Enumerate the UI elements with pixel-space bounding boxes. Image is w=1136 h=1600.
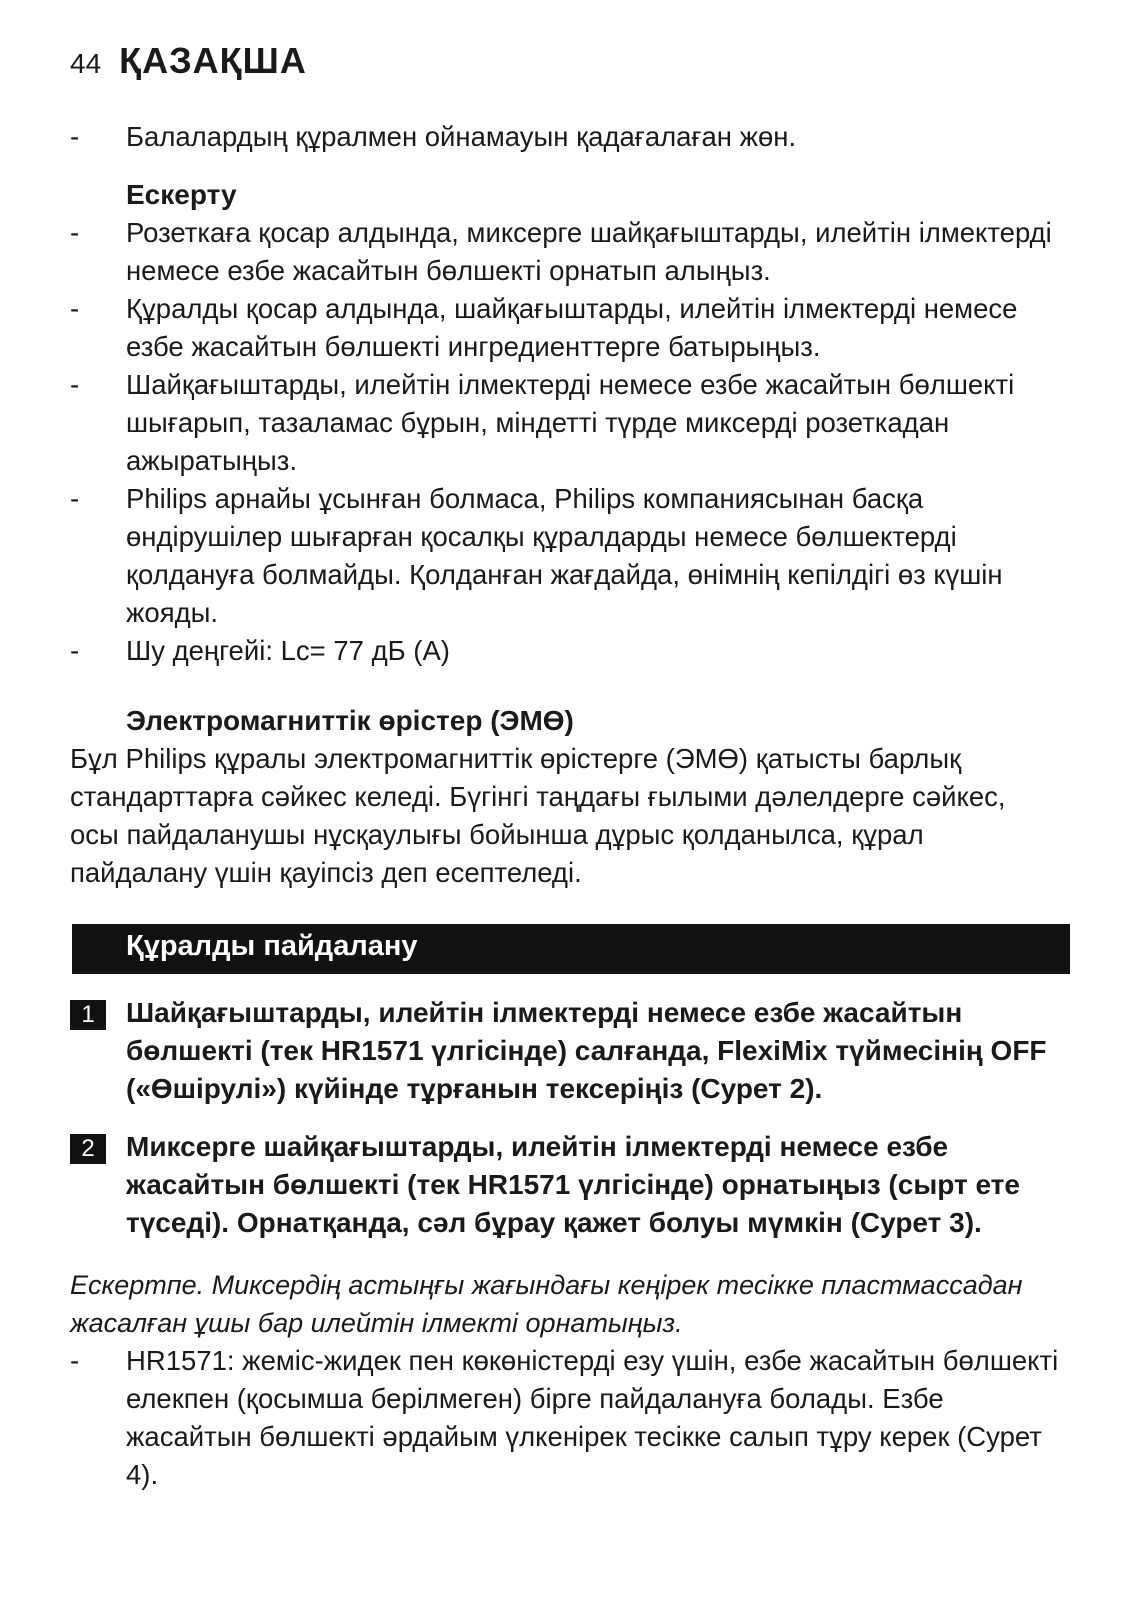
- step-2: [70, 1128, 1060, 1242]
- caution-title: Ескерту: [126, 179, 237, 210]
- bullet-dash: -: [70, 217, 80, 248]
- bullet-dash: -: [70, 293, 80, 324]
- final-bullet-text: HR1571: жеміс-жидек пен көкөністерді езу үшін, езбе жасайтын бөлшекті елекпен (қосымша берілмеген) бірге пайдалануға болады. Езбе жасайтын бөлшекті әрдайым үлкенірек тесікке салып тұру керек (Сурет 4).: [126, 1345, 1059, 1490]
- step-text: Шайқағыштарды, илейтін ілмектерді немесе езбе жасайтын бөлшекті (тек HR1571 үлгісінде) салғанда, FlexiMix түймесінің OFF («Өшірулі») күйінде тұрғанын тексеріңіз (Сурет 2).: [126, 997, 1047, 1104]
- step-number: 1: [70, 1000, 106, 1030]
- section-header-bar: [72, 924, 1070, 974]
- caution-item: [70, 366, 1060, 480]
- caution-item: [70, 480, 1060, 632]
- step-1: [70, 994, 1060, 1108]
- caution-item: [70, 632, 1060, 670]
- intro-bullet: [70, 118, 1060, 156]
- bullet-dash: -: [70, 369, 80, 400]
- bullet-dash: -: [70, 1345, 80, 1376]
- note-text: Ескертпе. Миксердің астыңғы жағындағы кеңірек тесікке пластмассадан жасалған ұшы бар илейтін ілмекті орнатыңыз.: [70, 1270, 1023, 1338]
- caution-item-text: Құралды қосар алдында, шайқағыштарды, илейтін ілмектерді немесе езбе жасайтын бөлшекті ингредиенттерге батырыңыз.: [126, 293, 1018, 362]
- emf-title: Электромагниттік өрістер (ЭМӨ): [126, 705, 574, 736]
- caution-item-text: Шайқағыштарды, илейтін ілмектерді немесе езбе жасайтын бөлшекті шығарып, тазаламас бұрын, міндетті түрде миксерді розеткадан ажыратыңыз.: [126, 369, 1015, 476]
- bullet-dash: -: [70, 121, 80, 152]
- intro-bullet-text: Балалардың құралмен ойнамауын қадағалаған жөн.: [126, 121, 797, 152]
- note-section: [70, 1266, 1060, 1494]
- step-number: 2: [70, 1134, 106, 1164]
- caution-item-text: Philips арнайы ұсынған болмаса, Philips компаниясынан басқа өндірушілер шығарған қосалқы құралдарды немесе бөлшектерді қолдануға болмайды. Қолданған жағдайда, өнімнің кепілдігі өз күшін жояды.: [126, 483, 1003, 628]
- step-text: Миксерге шайқағыштарды, илейтін ілмектерді немесе езбе жасайтын бөлшекті (тек HR1571 үлгісінде) орнатыңыз (сырт ете түседі). Орнатқанда, сәл бұрау қажет болуы мүмкін (Сурет 3).: [126, 1131, 1020, 1238]
- bullet-dash: -: [70, 635, 80, 666]
- final-bullet: [70, 1342, 1060, 1494]
- page-language-title: ҚАЗАҚША: [119, 40, 307, 81]
- section-title: Құралды пайдалану: [126, 930, 418, 962]
- page-header: [70, 40, 307, 82]
- caution-section: [70, 176, 1060, 670]
- page-number: 44: [70, 48, 102, 79]
- emf-text: Бұл Philips құралы электромагниттік өрістерге (ЭМӨ) қатысты барлық стандарттарға сәйкес келеді. Бүгінгі таңдағы ғылыми дәлелдерге сәйкес, осы пайдаланушы нұсқаулығы бойынша дұрыс қолданылса, құрал пайдалану үшін қауіпсіз деп есептеледі.: [70, 743, 1006, 888]
- bullet-dash: -: [70, 483, 80, 514]
- emf-section: [70, 702, 1060, 892]
- caution-item: [70, 214, 1060, 290]
- caution-item-text: Шу деңгейі: Lc= 77 дБ (A): [126, 635, 450, 666]
- caution-item-text: Розеткаға қосар алдында, миксерге шайқағыштарды, илейтін ілмектерді немесе езбе жасайтын бөлшекті орнатып алыңыз.: [126, 217, 1052, 286]
- caution-item: [70, 290, 1060, 366]
